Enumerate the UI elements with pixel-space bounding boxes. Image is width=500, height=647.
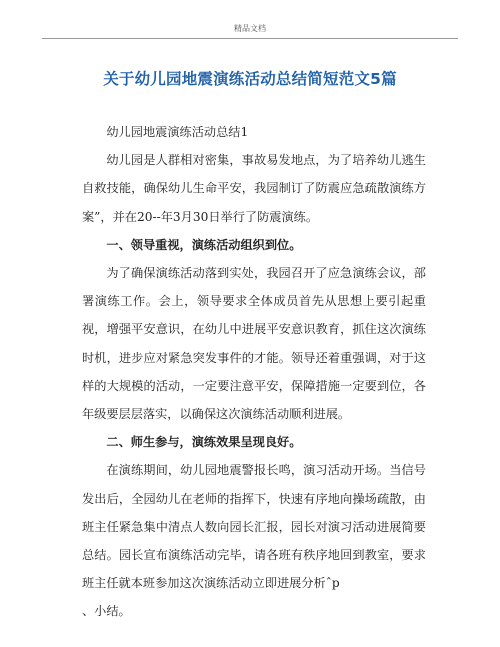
section-heading: 一、领导重视，演练活动组织到位。 xyxy=(106,237,302,252)
section-heading: 二、师生参与，演练效果呈现良好。 xyxy=(106,435,302,450)
section-subtitle: 幼儿园地震演练活动总结1 xyxy=(106,125,249,139)
header-divider xyxy=(42,38,458,39)
body-paragraph: 在演练期间，幼儿园地震警报长鸣，演习活动开场。当信号发出后，全园幼儿在老师的指挥下，快速有序地向操场疏散，由班主任紧急集中清点人数向园长汇报，园长对演习活动进展简要总结。园长宣布演练活动完毕，请各班有秩序地回到教室，要求班主任就本班参加这次演练活动立即进展分析ˆp xyxy=(82,463,426,591)
document-title: 关于幼儿园地震演练活动总结简短范文5篇 xyxy=(103,70,397,88)
header-label: 精品文档 xyxy=(234,24,266,33)
body-paragraph: 幼儿园是人群相对密集，事故易发地点，为了培养幼儿逃生自救技能，确保幼儿生命平安，我园制订了防震应急疏散演练方案”，并在20--年3月30日举行了防震演练。 xyxy=(82,153,426,224)
document-body xyxy=(82,118,426,626)
body-paragraph: 为了确保演练活动落到实处，我园召开了应急演练会议，部署演练工作。会上，领导要求全体成员首先从思想上要引起重视，增强平安意识，在幼儿中进展平安意识教育，抓住这次演练时机，进步应对紧急突发事件的才能。领导还着重强调，对于这样的大规模的活动，一定要注意平安，保障措施一定要到位，各年级要层层落实，以确保这次演练活动顺利进展。 xyxy=(82,266,426,422)
body-paragraph-continuation: 、小结。 xyxy=(82,604,131,619)
